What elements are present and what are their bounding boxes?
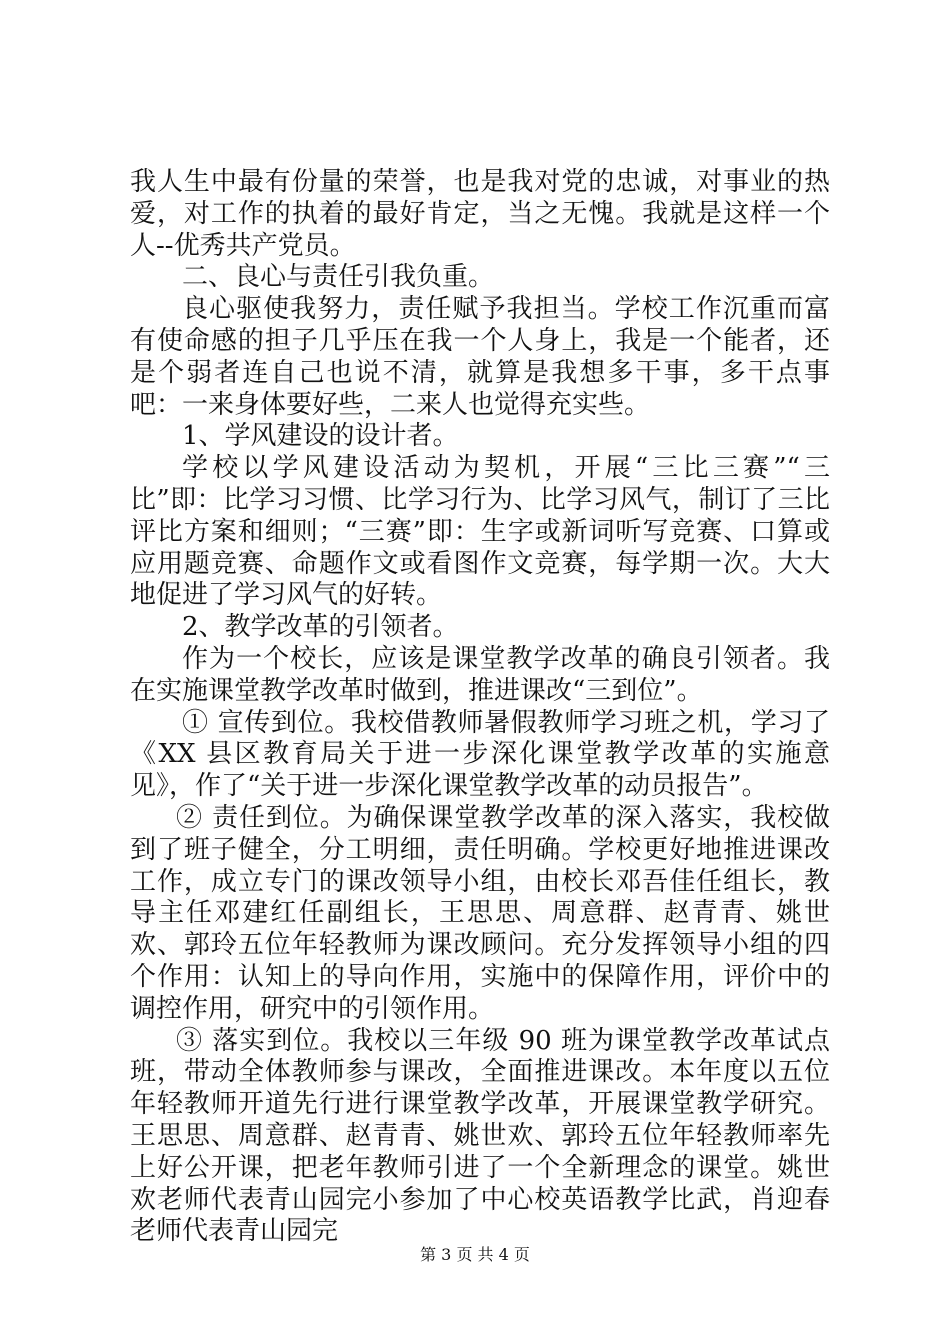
paragraph-study-style: 学校以学风建设活动为契机，开展“三比三赛”“三比”即：比学习习惯、比学习行为、比学习风气，制订了三比评比方案和细则；“三赛”即：生字或新词听写竞赛、口算或应用题竞赛、命题作文或看图作文竞赛，每学期一次。大大地促进了学习风气的好转。 (130, 453, 830, 611)
heading-teaching-reform-leader: 2、教学改革的引领者。 (182, 612, 459, 643)
paragraph-conscience: 良心驱使我努力，责任赋予我担当。学校工作沉重而富有使命感的担子几乎压在我一个人身上，我是一个能者，还是个弱者连自己也说不清，就算是我想多干事，多干点事吧：一来身体要好些，二来人也觉得充实些。 (130, 294, 830, 420)
paragraph-teaching-reform: 作为一个校长，应该是课堂教学改革的确良引领者。我在实施课堂教学改革时做到，推进课改“三到位”。 (130, 643, 830, 706)
page-number-footer: 第 3 页 共 4 页 (420, 1245, 530, 1264)
paragraph-publicity-in-place: ① 宣传到位。我校借教师暑假教师学习班之机，学习了《XX 县区教育局关于进一步深化课堂教学改革的实施意见》，作了“关于进一步深化课堂教学改革的动员报告”。 (130, 707, 830, 802)
paragraph-honor: 我人生中最有份量的荣誉，也是我对党的忠诚，对事业的热爱，对工作的执着的最好肯定，当之无愧。我就是这样一个人--优秀共产党员。 (130, 167, 830, 261)
heading-conscience-responsibility: 二、良心与责任引我负重。 (182, 262, 495, 293)
heading-study-style-designer: 1、学风建设的设计者。 (182, 421, 459, 452)
paragraph-responsibility-in-place: ② 责任到位。为确保课堂教学改革的深入落实，我校做到了班子健全，分工明细，责任明确。学校更好地推进课改工作，成立专门的课改领导小组，由校长邓吾佳任组长，教导主任邓建红任副组长，王思思、周意群、赵青青、姚世欢、郭玲五位年轻教师为课改顾问。充分发挥领导小组的四个作用：认知上的导向作用，实施中的保障作用，评价中的调控作用，研究中的引领作用。 (130, 802, 830, 1024)
paragraph-implementation-in-place: ③ 落实到位。我校以三年级 90 班为课堂教学改革试点班，带动全体教师参与课改，全面推进课改。本年度以五位年轻教师开道先行进行课堂教学改革，开展课堂教学研究。王思思、周意群、赵青青、姚世欢、郭玲五位年轻教师率先上好公开课，把老年教师引进了一个全新理念的课堂。姚世欢老师代表青山园完小参加了中心校英语教学比武，肖迎春老师代表青山园完 (130, 1025, 830, 1247)
document-body (130, 167, 830, 1248)
